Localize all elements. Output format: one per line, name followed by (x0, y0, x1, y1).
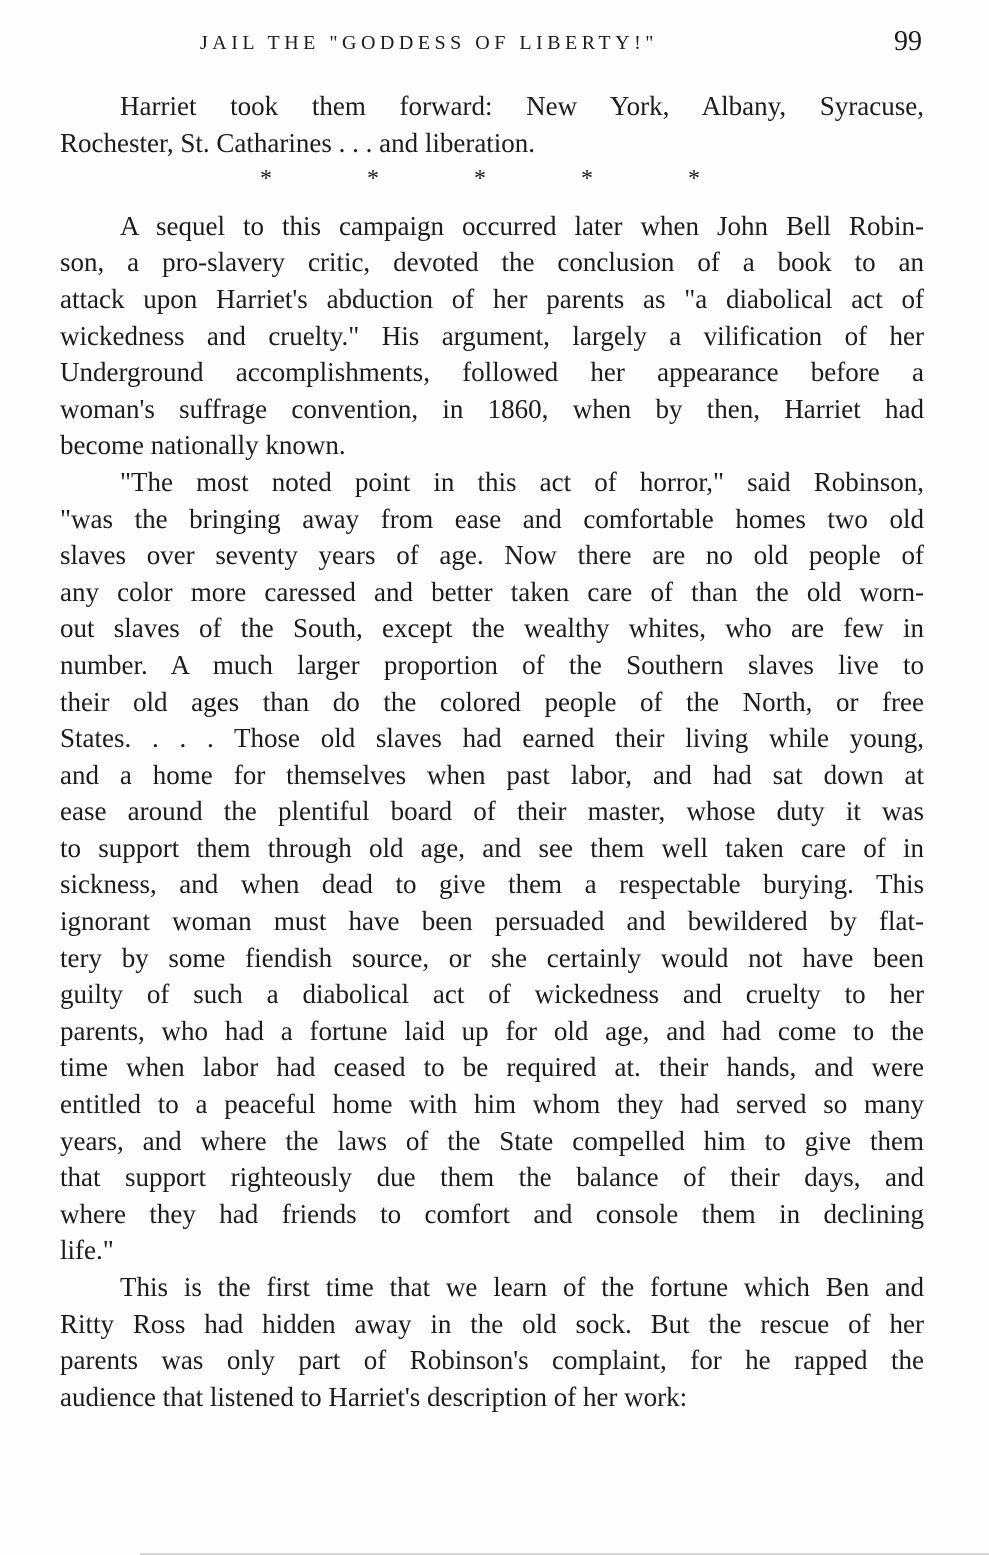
text-line: any color more caressed and better taken care of than the old worn- (60, 576, 924, 607)
text-line: attack upon Harriet's abduction of her parents as "a diabolical act of (60, 283, 924, 314)
text-line: tery by some fiendish source, or she certainly would not have been (60, 942, 924, 973)
text-line: parents, who had a fortune laid up for old age, and had come to the (60, 1015, 924, 1046)
asterisk: * (260, 166, 272, 193)
section-break-asterisks (260, 161, 700, 198)
running-title: JAIL THE "GODDESS OF LIBERTY!" (200, 32, 658, 54)
asterisk: * (474, 166, 486, 193)
text-line: Underground accomplishments, followed her appearance before a (60, 357, 924, 388)
text-line: time when labor had ceased to be required at. their hands, and were (60, 1052, 924, 1083)
text-line: Rochester, St. Catharines . . . and liberation. (60, 127, 536, 158)
paragraph-2 (60, 208, 924, 464)
text-line: years, and where the laws of the State compelled him to give them (60, 1125, 924, 1156)
text-line: Harriet took them forward: New York, Albany, Syracuse, (120, 91, 924, 121)
asterisk: * (367, 166, 379, 193)
asterisk: * (688, 166, 700, 193)
body-text (60, 88, 924, 1415)
text-line: to support them through old age, and see them well taken care of in (60, 832, 924, 863)
text-line: where they had friends to comfort and console them in declining (60, 1198, 924, 1229)
text-line: become nationally known. (60, 430, 346, 461)
running-header (60, 26, 926, 66)
asterisk: * (581, 166, 593, 193)
text-line: Ritty Ross had hidden away in the old sock. But the rescue of her (60, 1308, 924, 1339)
text-line: A sequel to this campaign occurred later when John Bell Robin- (120, 210, 924, 241)
text-line: number. A much larger proportion of the Southern slaves live to (60, 649, 924, 680)
text-line: "The most noted point in this act of horror," said Robinson, (120, 466, 924, 497)
text-line: States. . . . Those old slaves had earned their living while young, (60, 723, 924, 754)
text-line: out slaves of the South, except the wealthy whites, who are few in (60, 613, 924, 644)
text-line: woman's suffrage convention, in 1860, when by then, Harriet had (60, 393, 924, 424)
text-line: This is the first time that we learn of the fortune which Ben and (120, 1272, 924, 1302)
page-number: 99 (894, 26, 922, 57)
paragraph-3 (60, 464, 924, 1269)
text-line: ignorant woman must have been persuaded and bewildered by flat- (60, 906, 924, 937)
text-line: entitled to a peaceful home with him whom they had served so many (60, 1089, 924, 1120)
text-line: and a home for themselves when past labor, and had sat down at (60, 759, 924, 790)
text-line: that support righteously due them the balance of their days, and (60, 1162, 924, 1193)
text-line: son, a pro-slavery critic, devoted the conclusion of a book to an (60, 247, 924, 278)
text-line: life." (60, 1235, 114, 1266)
paragraph-1 (60, 88, 924, 161)
text-line: "was the bringing away from ease and comfortable homes two old (60, 503, 924, 534)
text-line: ease around the plentiful board of their master, whose duty it was (60, 796, 924, 827)
text-line: parents was only part of Robinson's complaint, for he rapped the (60, 1345, 924, 1376)
text-line: sickness, and when dead to give them a respectable burying. This (60, 869, 924, 900)
text-line: their old ages than do the colored people of the North, or free (60, 686, 924, 717)
paragraph-4 (60, 1269, 924, 1415)
text-line: slaves over seventy years of age. Now there are no old people of (60, 540, 924, 571)
text-line: wickedness and cruelty." His argument, largely a vilification of her (60, 320, 924, 351)
spacer (60, 198, 924, 208)
text-line: guilty of such a diabolical act of wickedness and cruelty to her (60, 979, 924, 1010)
text-line: audience that listened to Harriet's description of her work: (60, 1381, 688, 1412)
